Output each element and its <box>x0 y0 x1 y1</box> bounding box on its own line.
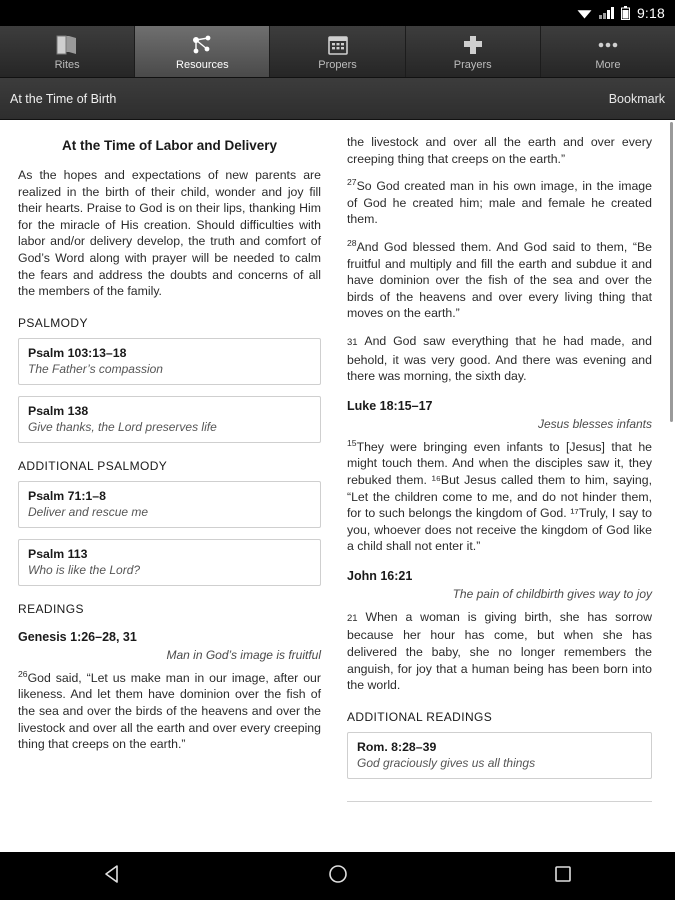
action-bar <box>0 78 675 120</box>
reading-subtitle: Who is like the Lord? <box>28 562 141 577</box>
battery-icon <box>621 6 630 20</box>
section-heading-psalmody: PSALMODY <box>18 315 88 330</box>
list-item[interactable] <box>18 338 321 385</box>
column-left <box>18 134 323 852</box>
reading-ref: Psalm 103:13–18 <box>28 345 127 360</box>
home-button[interactable] <box>278 864 398 889</box>
section-heading-readings: READINGS <box>18 601 84 616</box>
verse-genesis-28 <box>347 239 652 322</box>
verse-number: 15 <box>347 437 357 448</box>
tab-label-prayers: Prayers <box>453 58 492 71</box>
verse-text: And God blessed them. And God said to them, “Be fruitful and multiply and fill the earth and subdue it and have dominion over the fish of the sea and over the birds of the heavens and over every living thing that moves on the earth.” <box>347 239 652 321</box>
tab-label-resources: Resources <box>176 58 229 71</box>
verse-genesis-31 <box>347 333 652 385</box>
wifi-icon <box>577 7 592 19</box>
tab-label-rites: Rites <box>54 58 80 71</box>
reading-subtitle: God graciously gives us all things <box>357 755 536 770</box>
bookmark-button[interactable]: Bookmark <box>608 91 665 106</box>
back-triangle-icon <box>103 864 123 889</box>
home-circle-icon <box>328 864 348 889</box>
tab-propers[interactable] <box>270 26 405 77</box>
verse-genesis-26-continued <box>347 134 652 167</box>
verse-text: God said, “Let us make man in our image, after our likeness. And let them have dominion over the fish of the sea and over the birds of the heavens and over the livestock and over all the earth and over every creeping thing that creeps on the earth.” <box>18 670 321 752</box>
resources-icon <box>190 33 214 57</box>
recents-button[interactable] <box>503 864 623 889</box>
verse-john-21 <box>347 609 652 694</box>
back-button[interactable] <box>53 864 173 889</box>
reading-subtitle: Deliver and rescue me <box>28 504 149 519</box>
verse-number: 26 <box>18 668 28 679</box>
verse-text-continued: the livestock and over all the earth and over every creeping thing that creeps on the earth.” <box>347 135 652 166</box>
signal-icon <box>599 7 614 19</box>
cross-icon <box>461 33 485 57</box>
calendar-icon <box>326 33 350 57</box>
section-heading-additional-psalmody: ADDITIONAL PSALMODY <box>18 458 168 473</box>
page-title: At the Time of Birth <box>10 91 117 106</box>
tab-rites[interactable] <box>0 26 135 77</box>
verse-text: They were bringing even infants to [Jesus] that he might touch them. And when the disciples saw it, they rebuked them. ¹⁶But Jesus called them to him, saying, “Let the children come to me, and do not hinder them, for to such belongs the kingdom of God. ¹⁷Truly, I say to you, whoever does not receive the kingdom of God like a child shall not enter it.” <box>347 439 652 554</box>
section-divider <box>347 801 652 802</box>
vertical-scrollbar[interactable] <box>670 122 673 422</box>
recents-square-icon <box>553 864 573 889</box>
verse-genesis-26 <box>18 670 321 753</box>
document-title: At the Time of Labor and Delivery <box>61 138 278 153</box>
reading-subtitle-john: The pain of childbirth gives way to joy <box>452 586 652 601</box>
system-nav-bar <box>0 852 675 900</box>
tab-more[interactable] <box>541 26 675 77</box>
list-item[interactable] <box>347 732 652 779</box>
main-tab-bar <box>0 26 675 78</box>
verse-number: 28 <box>347 237 357 248</box>
verse-genesis-27 <box>347 178 652 228</box>
reading-ref: Psalm 138 <box>28 403 89 418</box>
list-item[interactable] <box>18 396 321 443</box>
verse-text: So God created man in his own image, in the image of God he created him; male and female he created them. <box>347 179 652 227</box>
tab-label-more: More <box>595 58 621 71</box>
verse-number: 27 <box>347 177 357 188</box>
reading-ref: Psalm 113 <box>28 546 88 561</box>
section-heading-additional-readings: ADDITIONAL READINGS <box>347 709 493 724</box>
tab-resources[interactable] <box>135 26 270 77</box>
reading-subtitle: Give thanks, the Lord preserves life <box>28 419 217 434</box>
tab-prayers[interactable] <box>406 26 541 77</box>
reading-ref-luke: Luke 18:15–17 <box>347 398 433 413</box>
tab-label-propers: Propers <box>318 58 357 71</box>
reading-subtitle-luke: Jesus blesses infants <box>537 416 652 431</box>
book-icon <box>55 33 79 57</box>
column-right <box>347 134 652 852</box>
reading-ref: Rom. 8:28–39 <box>357 739 437 754</box>
list-item[interactable] <box>18 539 321 586</box>
reading-subtitle: The Father’s compassion <box>28 361 163 376</box>
verse-luke-15 <box>347 439 652 555</box>
verse-text: And God saw everything that he had made, and behold, it was very good. And there was evening and there was morning, the sixth day. <box>347 333 652 384</box>
status-bar <box>0 0 675 26</box>
verse-number: 31 <box>347 336 358 348</box>
verse-text: When a woman is giving birth, she has sorrow because her hour has come, but when she has delivered the baby, she no longer remembers the anguish, for joy that a human being has been born into the world. <box>347 609 652 693</box>
status-clock: 9:18 <box>636 5 665 21</box>
reading-ref-john: John 16:21 <box>347 568 413 583</box>
verse-number: 21 <box>347 612 358 624</box>
reading-ref-genesis: Genesis 1:26–28, 31 <box>18 629 137 644</box>
document-body[interactable] <box>0 120 675 852</box>
intro-paragraph: As the hopes and expectations of new parents are realized in the birth of their child, wonder and joy fill their hearts. Praise to God is on their lips, thanking Him for the miracle of His creation. Should difficulties with labor and/or delivery develop, the truth and comfort of God’s Word along with prayer will be needed to calm the fears and address the doubts and concerns of all the members of the family. <box>18 168 321 299</box>
reading-ref: Psalm 71:1–8 <box>28 488 106 503</box>
list-item[interactable] <box>18 481 321 528</box>
reading-subtitle-genesis: Man in God’s image is fruitful <box>166 647 321 662</box>
overflow-dots-icon <box>595 33 621 57</box>
